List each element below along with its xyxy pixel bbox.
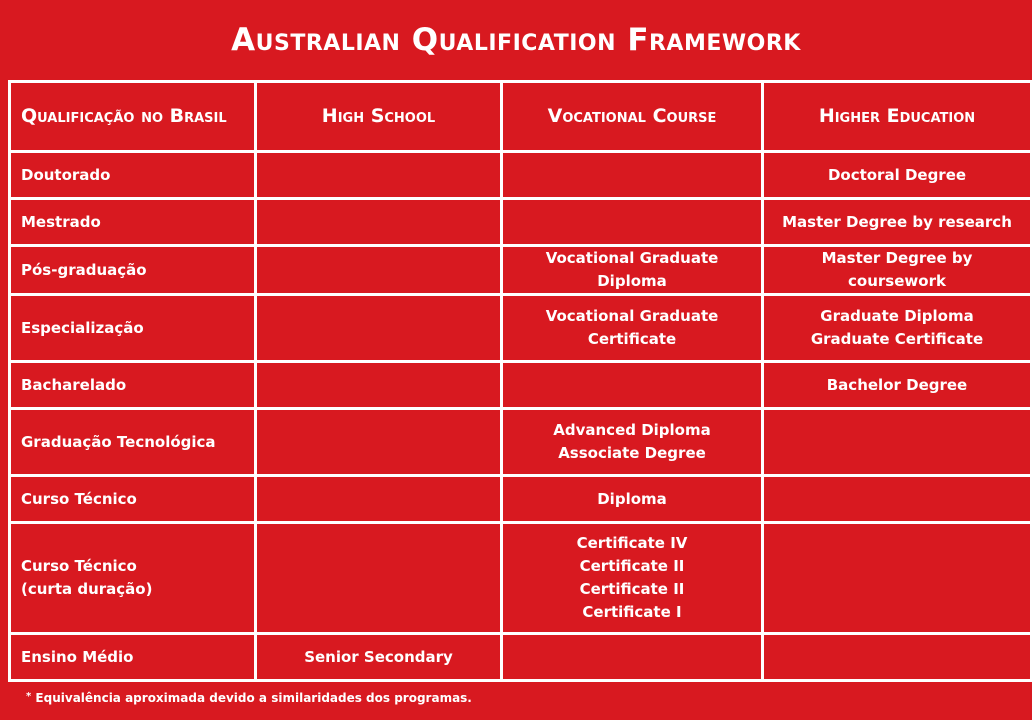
vocational-cell-line: Certificate II [579,557,685,575]
vocational-cell [502,476,763,523]
higher-education-cell-line: Bachelor Degree [826,375,968,394]
high-school-cell [256,295,502,362]
higher-education-cell [763,199,1032,246]
high-school-cell [256,246,502,295]
table-body [10,152,1032,681]
row-label-line: Mestrado [21,212,101,231]
vocational-cell-line: Vocational Graduate Diploma [545,249,719,290]
higher-education-cell [763,476,1032,523]
high-school-cell-line: Senior Secondary [304,647,453,666]
header-brazil-qualification: Qualificação no Brasil [10,82,256,152]
row-label-line: Ensino Médio [21,647,134,666]
vocational-cell [502,199,763,246]
high-school-cell [256,634,502,681]
qualification-table [8,80,1032,682]
row-label-line: Especialização [21,318,144,337]
table-row [10,295,1032,362]
table-row [10,246,1032,295]
row-label-line: Curso Técnico [21,557,137,575]
row-label [10,199,256,246]
row-label-line: Bacharelado [21,375,127,394]
vocational-cell-line: Associate Degree [558,444,706,462]
row-label-line: Graduação Tecnológica [21,432,216,451]
row-label-line: Curso Técnico [21,489,137,508]
vocational-cell-line: Certificate II [579,580,685,598]
high-school-cell [256,199,502,246]
row-label [10,295,256,362]
higher-education-cell-line: Doctoral Degree [827,165,967,184]
header-row [10,82,1032,152]
table-row [10,523,1032,634]
higher-education-cell-line: Master Degree by research [782,212,1012,231]
higher-education-cell [763,295,1032,362]
row-label-line: (curta duração) [21,580,153,598]
vocational-cell [502,409,763,476]
vocational-cell [502,152,763,199]
vocational-cell-line: Vocational Graduate Certificate [545,307,719,348]
high-school-cell [256,152,502,199]
header-vocational-course: Vocational Course [502,82,763,152]
higher-education-cell [763,152,1032,199]
table-row [10,634,1032,681]
row-label [10,246,256,295]
row-label [10,362,256,409]
higher-education-cell-line: Master Degree by coursework [821,249,973,290]
vocational-cell-line: Certificate IV [576,534,688,552]
row-label [10,634,256,681]
vocational-cell-line: Certificate I [582,603,682,621]
high-school-cell [256,523,502,634]
table-row [10,476,1032,523]
higher-education-cell-line: Graduate Diploma [820,307,974,325]
higher-education-cell [763,246,1032,295]
vocational-cell-line: Diploma [597,489,667,508]
footnote [26,688,472,707]
row-label [10,523,256,634]
table-row [10,362,1032,409]
row-label [10,476,256,523]
higher-education-cell-line: Graduate Certificate [810,330,984,348]
row-label [10,409,256,476]
high-school-cell [256,409,502,476]
table-row [10,152,1032,199]
vocational-cell [502,246,763,295]
table-row [10,199,1032,246]
row-label-line: Pós-graduação [21,260,147,279]
higher-education-cell [763,409,1032,476]
footnote-text: Equivalência aproximada devido a similaridades dos programas. [35,691,472,705]
higher-education-cell [763,634,1032,681]
high-school-cell [256,476,502,523]
vocational-cell [502,634,763,681]
vocational-cell-line: Advanced Diploma [553,421,711,439]
header-higher-education: Higher Education [763,82,1032,152]
vocational-cell [502,523,763,634]
header-high-school: High School [256,82,502,152]
higher-education-cell [763,362,1032,409]
footnote-marker: * [26,691,32,702]
high-school-cell [256,362,502,409]
row-label-line: Doutorado [21,165,111,184]
row-label [10,152,256,199]
table-row [10,409,1032,476]
higher-education-cell [763,523,1032,634]
page-title: Australian Qualification Framework [231,22,801,58]
vocational-cell [502,295,763,362]
vocational-cell [502,362,763,409]
